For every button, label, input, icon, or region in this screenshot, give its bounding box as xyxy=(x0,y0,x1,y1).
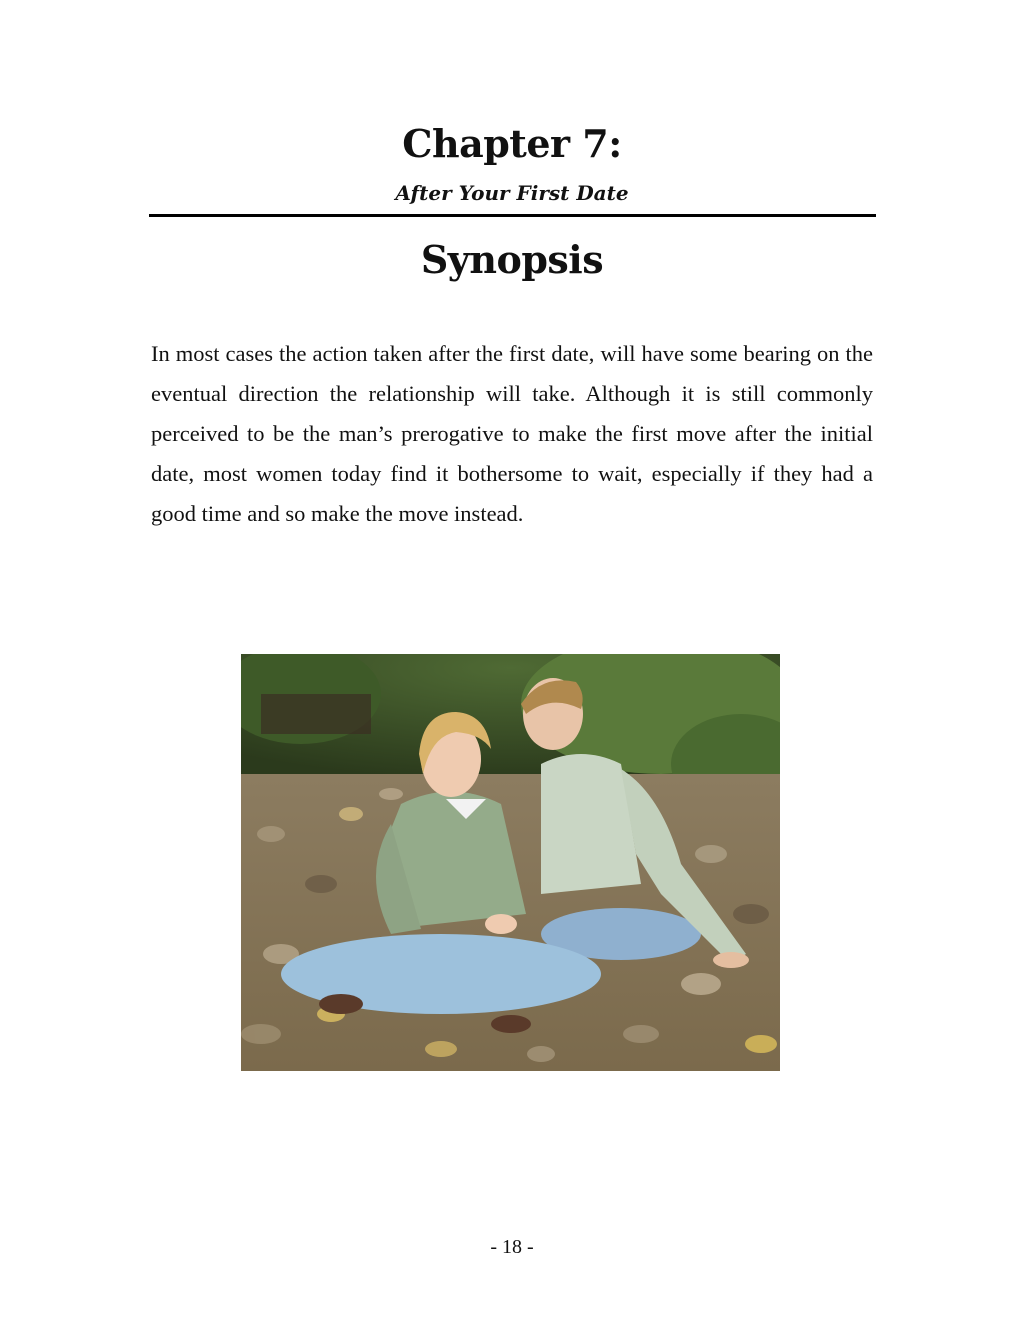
couple-photo xyxy=(241,654,780,1071)
page-number: - 18 - xyxy=(490,1236,534,1258)
title-divider xyxy=(149,214,876,217)
chapter-subtitle: After Your First Date xyxy=(395,181,629,205)
section-heading: Synopsis xyxy=(420,237,604,282)
body-paragraph: In most cases the action taken after the first date, will have some bearing on the eventual direction the relationship will take. Although it is still commonly perceived to be the man’s prerogative to make the first move after the initial date, most women today find it bothersome to wait, especially if they had a good time and so make the move instead. xyxy=(151,341,873,526)
chapter-title: Chapter 7: xyxy=(402,121,622,166)
